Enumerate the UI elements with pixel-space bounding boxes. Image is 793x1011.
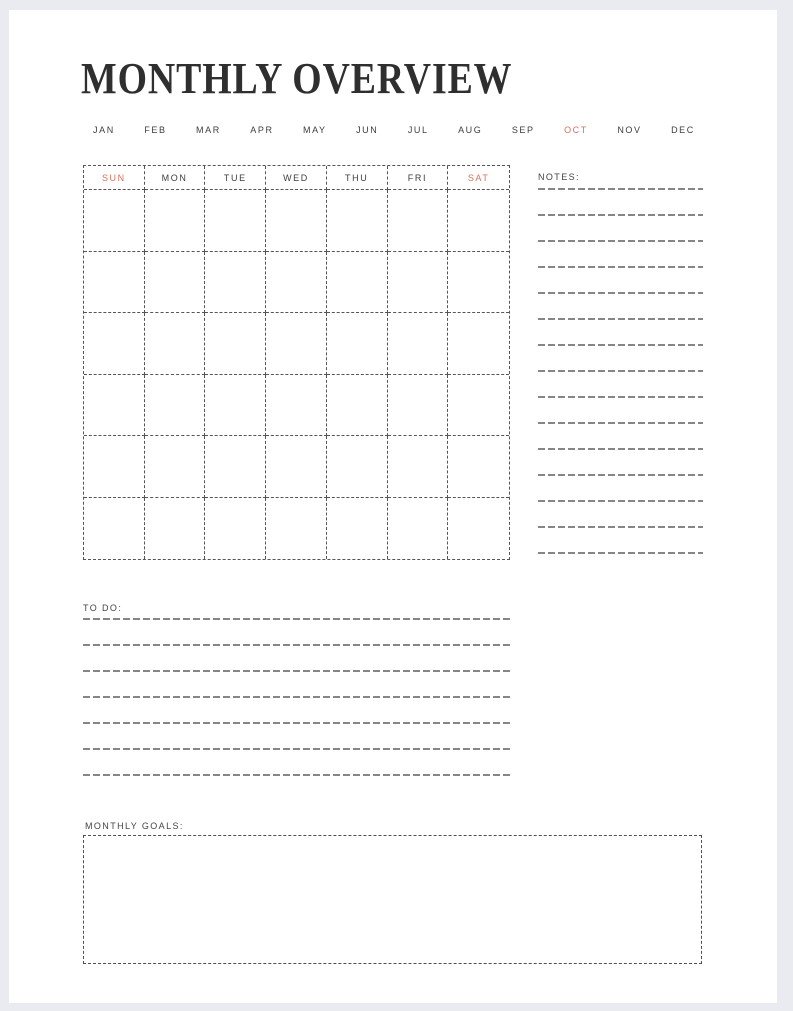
calendar-day-cell[interactable] [327,498,388,560]
notes-line[interactable] [538,526,703,528]
calendar-day-cell[interactable] [266,436,327,498]
calendar-day-cell[interactable] [327,252,388,314]
calendar-day-cell[interactable] [327,436,388,498]
calendar-day-cell[interactable] [205,252,266,314]
day-header-sun: SUN [84,166,145,190]
calendar-day-cell[interactable] [448,375,509,437]
calendar-day-cell[interactable] [448,498,509,560]
calendar-day-cell[interactable] [448,313,509,375]
calendar-day-cell[interactable] [388,375,449,437]
todo-line[interactable] [83,774,511,776]
calendar-day-cell[interactable] [388,252,449,314]
calendar-day-cell[interactable] [388,190,449,252]
calendar-day-cell[interactable] [145,190,206,252]
month-tab-may[interactable]: MAY [303,125,327,135]
goals-label: MONTHLY GOALS: [85,821,184,831]
month-tab-aug[interactable]: AUG [458,125,483,135]
todo-line[interactable] [83,748,511,750]
calendar-day-cell[interactable] [327,190,388,252]
month-tabs [83,122,705,138]
calendar-day-cell[interactable] [84,375,145,437]
month-tab-jul[interactable]: JUL [407,125,429,135]
notes-line[interactable] [538,396,703,398]
calendar-day-cell[interactable] [84,252,145,314]
calendar-day-cell[interactable] [145,498,206,560]
calendar-day-cell[interactable] [145,436,206,498]
notes-lines [538,188,703,578]
calendar-day-cell[interactable] [266,313,327,375]
day-header-thu: THU [327,166,388,190]
calendar-day-cell[interactable] [84,313,145,375]
todo-line[interactable] [83,722,511,724]
month-tab-jan[interactable]: JAN [93,125,115,135]
calendar-day-cell[interactable] [266,375,327,437]
notes-label: NOTES: [538,172,580,182]
calendar-day-cell[interactable] [84,498,145,560]
todo-label: TO DO: [83,603,123,613]
notes-line[interactable] [538,240,703,242]
day-header-mon: MON [145,166,206,190]
todo-line[interactable] [83,696,511,698]
month-tab-mar[interactable]: MAR [196,125,221,135]
month-tab-jun[interactable]: JUN [356,125,379,135]
calendar-day-cell[interactable] [145,375,206,437]
calendar-day-cell[interactable] [84,436,145,498]
calendar-day-cell[interactable] [388,436,449,498]
calendar-day-cell[interactable] [205,313,266,375]
calendar-day-cell[interactable] [145,313,206,375]
calendar-day-cell[interactable] [388,498,449,560]
month-tab-sep[interactable]: SEP [511,125,535,135]
notes-line[interactable] [538,214,703,216]
calendar-day-cell[interactable] [84,190,145,252]
calendar-day-cell[interactable] [327,313,388,375]
calendar-day-cell[interactable] [448,436,509,498]
page-title: MONTHLY OVERVIEW [81,55,513,104]
calendar-day-cell[interactable] [205,436,266,498]
month-tab-nov[interactable]: NOV [617,125,642,135]
month-tab-dec[interactable]: DEC [671,125,695,135]
month-tab-apr[interactable]: APR [250,125,274,135]
notes-line[interactable] [538,292,703,294]
planner-page [9,10,777,1003]
notes-line[interactable] [538,188,703,190]
notes-line[interactable] [538,318,703,320]
day-header-tue: TUE [205,166,266,190]
goals-box[interactable] [83,835,702,964]
day-header-fri: FRI [388,166,449,190]
calendar-day-cell[interactable] [205,190,266,252]
todo-line[interactable] [83,618,511,620]
notes-line[interactable] [538,344,703,346]
todo-line[interactable] [83,644,511,646]
notes-line[interactable] [538,552,703,554]
notes-line[interactable] [538,474,703,476]
calendar-day-cell[interactable] [205,375,266,437]
calendar-day-cell[interactable] [145,252,206,314]
notes-line[interactable] [538,448,703,450]
todo-lines [83,618,511,800]
calendar-day-cell[interactable] [266,252,327,314]
todo-line[interactable] [83,670,511,672]
notes-line[interactable] [538,370,703,372]
calendar-day-cell[interactable] [388,313,449,375]
calendar-day-cell[interactable] [205,498,266,560]
notes-line[interactable] [538,422,703,424]
day-header-sat: SAT [448,166,509,190]
calendar-grid [83,165,510,560]
calendar-day-cell[interactable] [327,375,388,437]
calendar-day-cell[interactable] [448,252,509,314]
day-header-wed: WED [266,166,327,190]
notes-line[interactable] [538,500,703,502]
notes-line[interactable] [538,266,703,268]
calendar-day-cell[interactable] [448,190,509,252]
month-tab-feb[interactable]: FEB [144,125,167,135]
month-tab-oct[interactable]: OCT [564,125,588,135]
calendar-day-cell[interactable] [266,498,327,560]
calendar-day-cell[interactable] [266,190,327,252]
